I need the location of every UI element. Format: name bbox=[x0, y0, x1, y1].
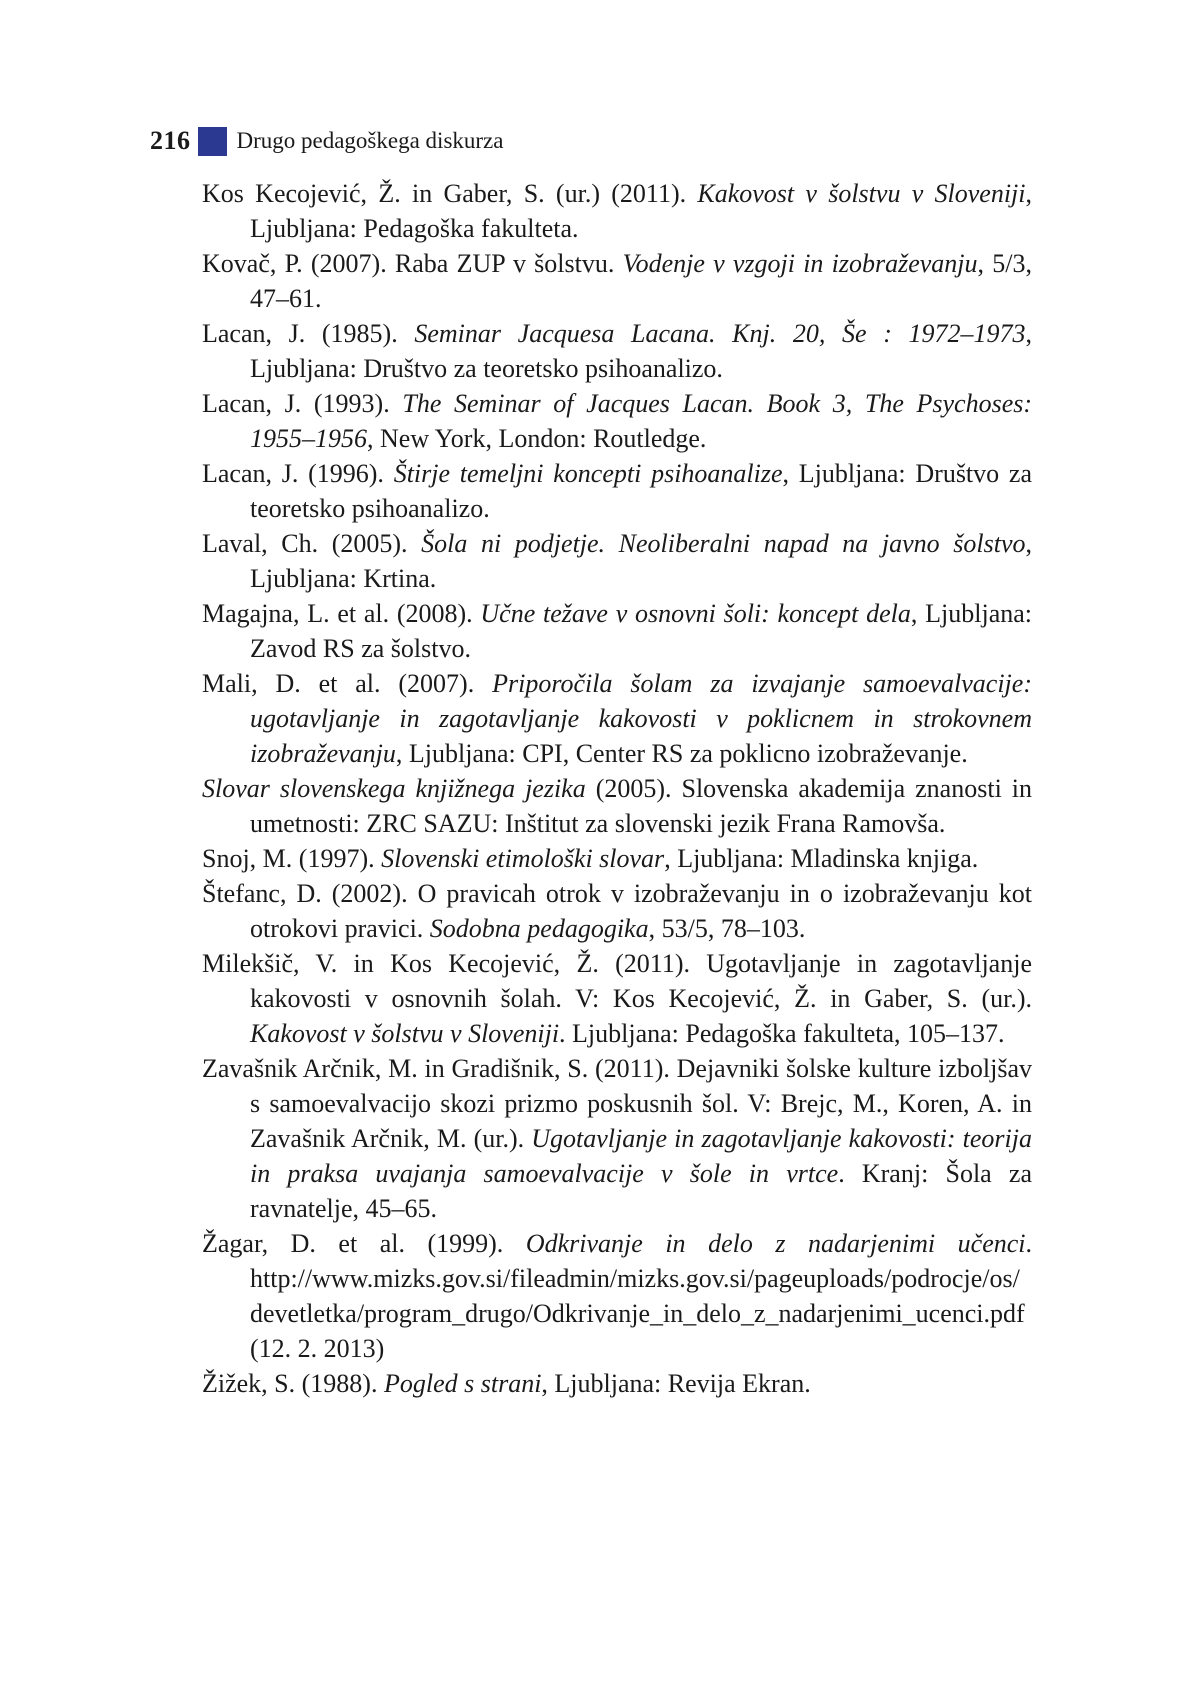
reference-entry: Snoj, M. (1997). Slovenski etimološki slovar, Ljubljana: Mladinska knjiga. bbox=[202, 844, 979, 873]
reference-entry: Milekšič, V. in Kos Kecojević, Ž. (2011). Ugotavljanje in zagotavljanje kakovosti v osnovnih šolah. V: Kos Kecojević, Ž. in Gaber, S. (ur.). Kakovost v šolstvu v Sloveniji. Ljubljana: Pedagoška fakulteta, 105–137. bbox=[202, 949, 1032, 1048]
reference-entry: Štefanc, D. (2002). O pravicah otrok v izobraževanju in o izobraževanju kot otrokovi pravici. Sodobna pedagogika, 53/5, 78–103. bbox=[202, 879, 1032, 943]
accent-square-icon bbox=[198, 127, 227, 156]
reference-entry: Lacan, J. (1996). Štirje temeljni koncepti psihoanalize, Ljubljana: Društvo za teoretsko psihoanalizo. bbox=[202, 459, 1032, 523]
reference-list bbox=[202, 176, 1032, 1401]
reference-entry: Žagar, D. et al. (1999). Odkrivanje in delo z nadarjenimi učenci. http://www.mizks.gov.si/fileadmin/mizks.gov.si/pageuploads/podrocje/os/devetletka/program_drugo/Odkrivanje_in_delo_z_nadarjenimi_ucenci.pdf (12. 2. 2013) bbox=[202, 1229, 1032, 1363]
reference-entry: Kovač, P. (2007). Raba ZUP v šolstvu. Vodenje v vzgoji in izobraževanju, 5/3, 47–61. bbox=[202, 249, 1032, 313]
reference-entry: Slovar slovenskega knjižnega jezika (2005). Slovenska akademija znanosti in umetnosti: ZRC SAZU: Inštitut za slovenski jezik Frana Ramovša. bbox=[202, 774, 1032, 838]
reference-entry: Laval, Ch. (2005). Šola ni podjetje. Neoliberalni napad na javno šolstvo, Ljubljana: Krtina. bbox=[202, 529, 1032, 593]
reference-entry: Žižek, S. (1988). Pogled s strani, Ljubljana: Revija Ekran. bbox=[202, 1369, 811, 1398]
reference-entry: Mali, D. et al. (2007). Priporočila šolam za izvajanje samoevalvacije: ugotavljanje in zagotavljanje kakovosti v poklicnem in strokovnem izobraževanju, Ljubljana: CPI, Center RS za poklicno izobraževanje. bbox=[202, 669, 1032, 768]
reference-entry: Magajna, L. et al. (2008). Učne težave v osnovni šoli: koncept dela, Ljubljana: Zavod RS za šolstvo. bbox=[202, 599, 1033, 663]
running-title: Drugo pedagoškega diskurza bbox=[236, 128, 504, 153]
reference-entry: Lacan, J. (1993). The Seminar of Jacques Lacan. Book 3, The Psychoses: 1955–1956, New York, London: Routledge. bbox=[202, 389, 1033, 453]
reference-entry: Lacan, J. (1985). Seminar Jacquesa Lacana. Knj. 20, Še : 1972–1973, Ljubljana: Društvo za teoretsko psihoanalizo. bbox=[202, 319, 1032, 383]
reference-entry: Kos Kecojević, Ž. in Gaber, S. (ur.) (2011). Kakovost v šolstvu v Sloveniji, Ljubljana: Pedagoška fakulteta. bbox=[202, 179, 1032, 243]
page-header bbox=[150, 121, 503, 161]
reference-entry: Zavašnik Arčnik, M. in Gradišnik, S. (2011). Dejavniki šolske kulture izboljšav s samoevalvacijo skozi prizmo poskusnih šol. V: Brejc, M., Koren, A. in Zavašnik Arčnik, M. (ur.). Ugotavljanje in zagotavljanje kakovosti: teorija in praksa uvajanja samoevalvacije v šole in vrtce. Kranj: Šola za ravnatelje, 45–65. bbox=[202, 1054, 1032, 1223]
page-number: 216 bbox=[150, 126, 191, 155]
